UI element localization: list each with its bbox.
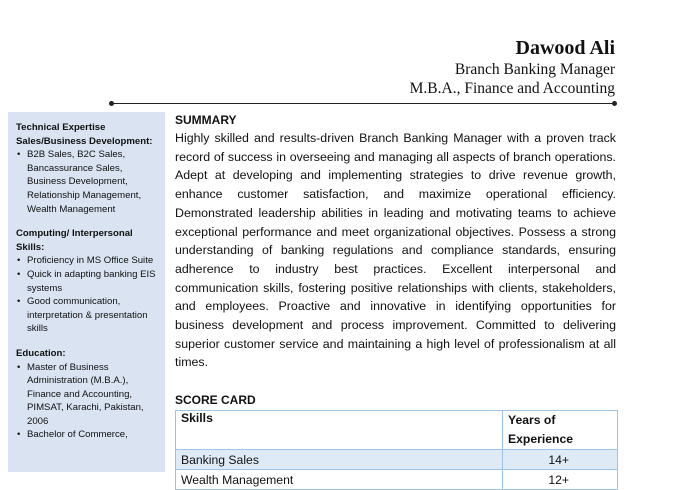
list-item: • B2B Sales, B2C Sales, Bancassurance Sales, Business Development, Relationship Management, Wealth Management	[16, 148, 159, 216]
column-header-years: Years of Experience	[503, 411, 618, 450]
sidebar-section-skills	[16, 227, 159, 336]
sidebar-heading: Education:	[16, 347, 66, 359]
column-header-skills: Skills	[176, 411, 503, 450]
scorecard-table	[175, 410, 618, 490]
candidate-name: Dawood Ali	[515, 37, 615, 59]
scorecard-heading: SCORE CARD	[175, 393, 256, 408]
header-divider	[111, 103, 615, 104]
sidebar-list	[16, 361, 159, 443]
sidebar-heading: Computing/ Interpersonal Skills:	[16, 228, 133, 253]
sidebar-list	[16, 148, 159, 216]
skill-cell: Banking Sales	[176, 450, 503, 470]
list-item: • Master of Business Administration (M.B.A.), Finance and Accounting, PIMSAT, Karachi, Pakistan, 2006	[16, 361, 159, 429]
summary-text: Highly skilled and results-driven Branch Banking Manager with a proven track record of success in overseeing and managing all aspects of branch operations. Adept at developing and implementing strategies to drive revenue growth, enhance customer satisfaction, and maximize operational efficiency. Demonstrated leadership abilities in leading and motivating teams to achieve exceptional performance and meet organizational objectives. Possess a strong understanding of banking regulations and compliance standards, ensuring adherence to industry best practices. Excellent interpersonal and communication skills, fostering positive relationships with clients, stakeholders, and employees. Proactive and innovative in identifying opportunities for business development and process improvement. Committed to delivering superior customer service and maintaining a high level of professionalism at all times.	[175, 131, 616, 370]
skill-cell: Wealth Management	[176, 470, 503, 490]
sidebar-section-expertise	[16, 121, 159, 216]
table-row	[176, 470, 618, 490]
job-title: Branch Banking Manager	[454, 61, 615, 78]
main-content	[175, 112, 616, 490]
sidebar-section-education	[16, 347, 159, 442]
table-row	[176, 450, 618, 470]
degree-line: M.B.A., Finance and Accounting	[409, 80, 615, 97]
summary-heading: SUMMARY	[175, 113, 237, 127]
years-cell: 12+	[503, 470, 618, 490]
list-item: • Proficiency in MS Office Suite	[16, 254, 159, 268]
list-item: • Good communication, interpretation & presentation skills	[16, 295, 159, 336]
list-item: • Quick in adapting banking EIS systems	[16, 268, 159, 295]
sidebar-list	[16, 254, 159, 336]
sidebar	[8, 112, 165, 472]
resume-header	[410, 36, 615, 98]
years-cell: 14+	[503, 450, 618, 470]
list-item: • Bachelor of Commerce,	[16, 428, 159, 442]
sidebar-heading: Technical Expertise Sales/Business Development:	[16, 122, 153, 147]
table-header-row	[176, 411, 618, 450]
